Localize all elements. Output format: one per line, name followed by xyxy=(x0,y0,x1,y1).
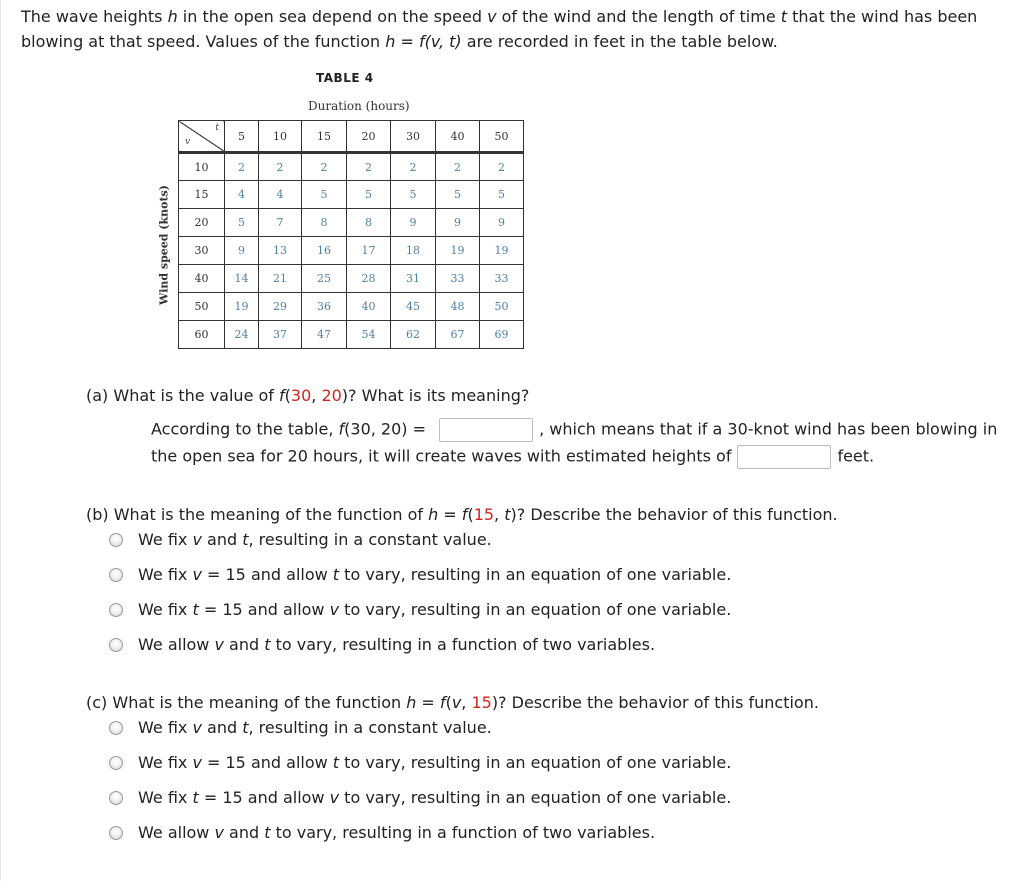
duration-header: 50 xyxy=(480,121,524,153)
radio-button[interactable] xyxy=(109,533,123,547)
table-header-row xyxy=(179,121,524,153)
radio-button[interactable] xyxy=(109,791,123,805)
question-b: (b) What is the meaning of the function of h = f(15, t)? Describe the behavior of this function. xyxy=(86,505,838,524)
table-row xyxy=(179,209,524,237)
option-label: We fix t = 15 and allow v to vary, resulting in an equation of one variable. xyxy=(138,600,732,619)
wave-height-cell: 5 xyxy=(347,181,391,209)
wave-height-cell: 2 xyxy=(225,153,259,181)
wave-height-cell: 7 xyxy=(259,209,302,237)
radio-button[interactable] xyxy=(109,826,123,840)
wave-height-cell: 9 xyxy=(436,209,480,237)
radio-button[interactable] xyxy=(109,603,123,617)
table-row xyxy=(179,265,524,293)
wave-height-cell: 4 xyxy=(259,181,302,209)
wave-height-cell: 5 xyxy=(225,209,259,237)
duration-header: 15 xyxy=(302,121,347,153)
wave-height-cell: 48 xyxy=(436,293,480,321)
duration-header: 5 xyxy=(225,121,259,153)
wave-height-cell: 2 xyxy=(302,153,347,181)
option-label: We fix v = 15 and allow t to vary, resulting in an equation of one variable. xyxy=(138,565,732,584)
wave-height-cell: 18 xyxy=(391,237,436,265)
option-b2[interactable] xyxy=(109,565,731,584)
wave-height-input[interactable] xyxy=(737,445,831,469)
option-label: We allow v and t to vary, resulting in a function of two variables. xyxy=(138,823,656,842)
option-label: We fix v = 15 and allow t to vary, resulting in an equation of one variable. xyxy=(138,753,732,772)
radio-button[interactable] xyxy=(109,756,123,770)
option-c1[interactable] xyxy=(109,718,492,737)
wave-height-cell: 69 xyxy=(480,321,524,349)
wave-height-cell: 8 xyxy=(302,209,347,237)
option-label: We allow v and t to vary, resulting in a function of two variables. xyxy=(138,635,656,654)
f-value-input[interactable] xyxy=(439,418,533,442)
wave-height-cell: 2 xyxy=(436,153,480,181)
wave-height-cell: 47 xyxy=(302,321,347,349)
table-row xyxy=(179,153,524,181)
wave-height-cell: 54 xyxy=(347,321,391,349)
wave-height-cell: 50 xyxy=(480,293,524,321)
table-row xyxy=(179,293,524,321)
wave-height-cell: 5 xyxy=(391,181,436,209)
question-c: (c) What is the meaning of the function h = f(v, 15)? Describe the behavior of this function. xyxy=(86,693,819,712)
wave-height-cell: 17 xyxy=(347,237,391,265)
wave-height-cell: 40 xyxy=(347,293,391,321)
wave-height-cell: 9 xyxy=(391,209,436,237)
wave-height-cell: 19 xyxy=(225,293,259,321)
duration-header: 10 xyxy=(259,121,302,153)
option-b1[interactable] xyxy=(109,530,492,549)
wave-height-cell: 2 xyxy=(480,153,524,181)
wave-height-cell: 36 xyxy=(302,293,347,321)
wind-speed-cell: 60 xyxy=(179,321,225,349)
wave-height-cell: 5 xyxy=(302,181,347,209)
table-row xyxy=(179,321,524,349)
wave-height-cell: 45 xyxy=(391,293,436,321)
wave-height-table xyxy=(178,120,524,349)
table-row xyxy=(179,181,524,209)
duration-header: 30 xyxy=(391,121,436,153)
corner-v-label: v xyxy=(185,137,191,147)
wave-height-cell: 33 xyxy=(436,265,480,293)
option-label: We fix v and t, resulting in a constant value. xyxy=(138,530,492,549)
question-a: (a) What is the value of f(30, 20)? What is its meaning? xyxy=(86,386,530,405)
wind-speed-cell: 15 xyxy=(179,181,225,209)
wave-height-cell: 25 xyxy=(302,265,347,293)
wave-height-cell: 29 xyxy=(259,293,302,321)
wave-height-cell: 13 xyxy=(259,237,302,265)
radio-button[interactable] xyxy=(109,721,123,735)
wind-speed-cell: 30 xyxy=(179,237,225,265)
wave-height-cell: 19 xyxy=(480,237,524,265)
table-row-axis-label: Wind speed (knots) xyxy=(157,185,171,305)
wave-height-cell: 5 xyxy=(480,181,524,209)
duration-header: 40 xyxy=(436,121,480,153)
wave-height-cell: 4 xyxy=(225,181,259,209)
wave-height-cell: 21 xyxy=(259,265,302,293)
table-caption: TABLE 4 xyxy=(316,71,374,85)
table-corner-cell xyxy=(179,121,225,153)
wave-height-cell: 9 xyxy=(480,209,524,237)
wave-height-cell: 2 xyxy=(347,153,391,181)
option-label: We fix v and t, resulting in a constant value. xyxy=(138,718,492,737)
wave-height-cell: 62 xyxy=(391,321,436,349)
wave-height-cell: 2 xyxy=(391,153,436,181)
table-row xyxy=(179,237,524,265)
option-b4[interactable] xyxy=(109,635,655,654)
wave-height-cell: 31 xyxy=(391,265,436,293)
answer-a-line1: According to the table, f(30, 20) = , which means that if a 30-knot wind has been blowing in xyxy=(151,418,997,442)
wave-height-cell: 5 xyxy=(436,181,480,209)
wave-height-cell: 19 xyxy=(436,237,480,265)
corner-t-label: t xyxy=(215,123,219,133)
radio-button[interactable] xyxy=(109,568,123,582)
wave-height-cell: 9 xyxy=(225,237,259,265)
wave-height-cell: 37 xyxy=(259,321,302,349)
wind-speed-cell: 50 xyxy=(179,293,225,321)
option-c2[interactable] xyxy=(109,753,731,772)
duration-header: 20 xyxy=(347,121,391,153)
wave-height-cell: 28 xyxy=(347,265,391,293)
option-label: We fix t = 15 and allow v to vary, resulting in an equation of one variable. xyxy=(138,788,732,807)
wave-height-cell: 2 xyxy=(259,153,302,181)
option-b3[interactable] xyxy=(109,600,731,619)
table-subtitle: Duration (hours) xyxy=(308,99,410,113)
problem-intro: The wave heights h in the open sea depend on the speed v of the wind and the length of time t that the wind has been blowing at that speed. Values of the function h = f(v, t) are recorded in feet in the table below. xyxy=(21,7,978,51)
radio-button[interactable] xyxy=(109,638,123,652)
wind-speed-cell: 20 xyxy=(179,209,225,237)
wind-speed-cell: 40 xyxy=(179,265,225,293)
wave-height-cell: 24 xyxy=(225,321,259,349)
answer-a-line2: the open sea for 20 hours, it will create waves with estimated heights of feet. xyxy=(151,445,874,469)
option-c3[interactable] xyxy=(109,788,731,807)
wind-speed-cell: 10 xyxy=(179,153,225,181)
option-c4[interactable] xyxy=(109,823,655,842)
wave-height-cell: 67 xyxy=(436,321,480,349)
wave-height-cell: 8 xyxy=(347,209,391,237)
wave-height-cell: 14 xyxy=(225,265,259,293)
wave-height-cell: 16 xyxy=(302,237,347,265)
wave-height-cell: 33 xyxy=(480,265,524,293)
